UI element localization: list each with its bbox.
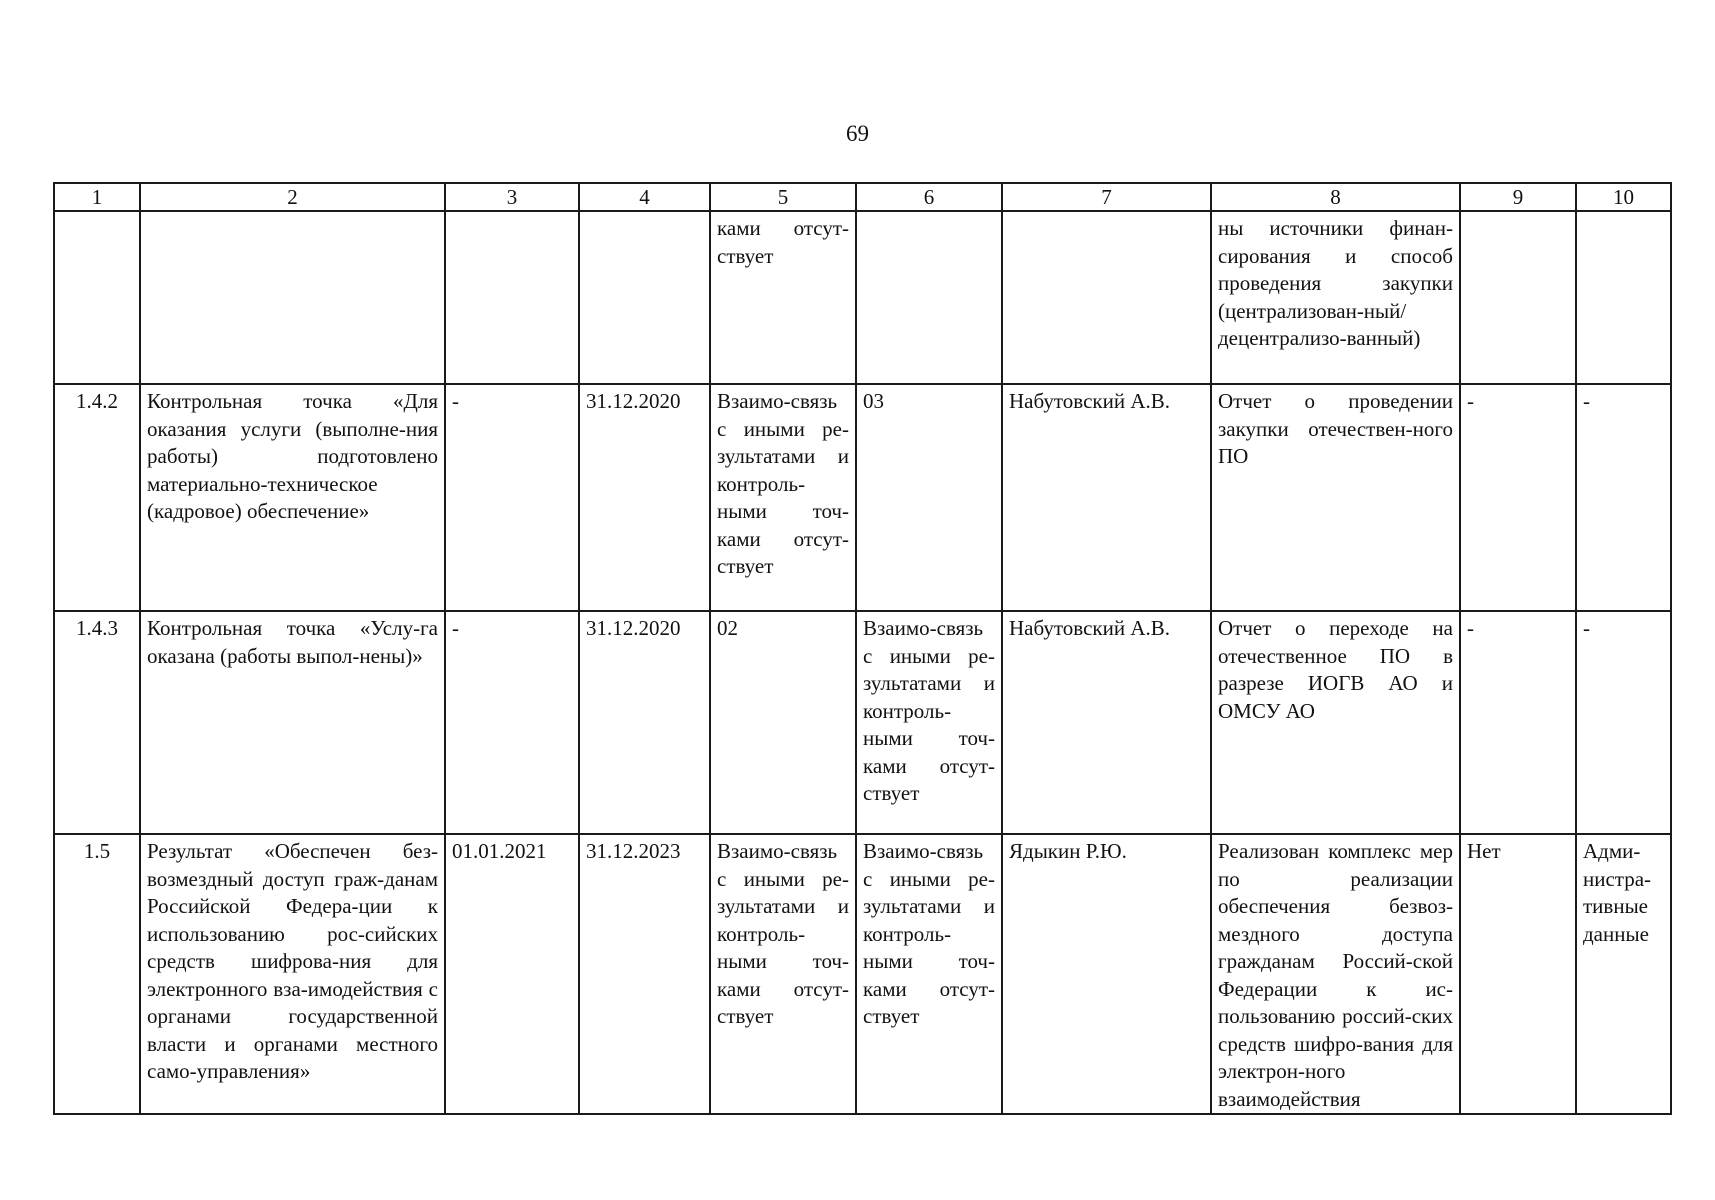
table-row	[54, 611, 1671, 834]
end-date-cell	[579, 211, 710, 384]
column-header: 6	[856, 183, 1002, 211]
row-number-cell: 1.4.3	[54, 611, 140, 834]
column-5-cell: 02	[710, 611, 856, 834]
table-header-row	[54, 183, 1671, 211]
result-description-cell: Отчет о переходе на отечественное ПО в разрезе ИОГВ АО и ОМСУ АО	[1211, 611, 1460, 834]
table-row	[54, 834, 1671, 1114]
result-description-cell: ны источники финан-сирования и способ проведения закупки (централизован-ный/децентрализо-ванный)	[1211, 211, 1460, 384]
item-name-cell	[140, 211, 445, 384]
column-header: 2	[140, 183, 445, 211]
item-name-cell: Результат «Обеспечен без-возмездный доступ граж-данам Российской Федера-ции к использованию рос-сийских средств шифрова-ния для электронного вза-имодействия с органами государственной власти и органами местного само-управления»	[140, 834, 445, 1114]
column-9-cell	[1460, 211, 1576, 384]
column-header: 1	[54, 183, 140, 211]
column-header: 8	[1211, 183, 1460, 211]
column-header: 7	[1002, 183, 1211, 211]
column-6-cell: Взаимо-связь с иными ре-зультатами и контроль-ными точ-ками отсут-ствует	[856, 611, 1002, 834]
column-5-cell: Взаимо-связь с иными ре-зультатами и контроль-ными точ-ками отсут-ствует	[710, 384, 856, 611]
column-header: 5	[710, 183, 856, 211]
result-description-cell: Отчет о проведении закупки отечествен-ного ПО	[1211, 384, 1460, 611]
column-9-cell: Нет	[1460, 834, 1576, 1114]
end-date-cell: 31.12.2020	[579, 384, 710, 611]
column-10-cell: -	[1576, 611, 1671, 834]
column-10-cell	[1576, 211, 1671, 384]
column-header: 4	[579, 183, 710, 211]
table-row	[54, 384, 1671, 611]
column-6-cell	[856, 211, 1002, 384]
data-table	[53, 182, 1672, 1115]
item-name-cell: Контрольная точка «Услу-га оказана (работы выпол-нены)»	[140, 611, 445, 834]
column-5-cell: Взаимо-связь с иными ре-зультатами и контроль-ными точ-ками отсут-ствует	[710, 834, 856, 1114]
row-number-cell	[54, 211, 140, 384]
column-header: 10	[1576, 183, 1671, 211]
responsible-cell: Набутовский А.В.	[1002, 611, 1211, 834]
row-number-cell: 1.5	[54, 834, 140, 1114]
page-number: 69	[846, 121, 869, 146]
column-header: 9	[1460, 183, 1576, 211]
column-header: 3	[445, 183, 579, 211]
column-6-cell: Взаимо-связь с иными ре-зультатами и контроль-ными точ-ками отсут-ствует	[856, 834, 1002, 1114]
start-date-cell	[445, 211, 579, 384]
item-name-cell: Контрольная точка «Для оказания услуги (выполне-ния работы) подготовлено материально-техническое (кадровое) обеспечение»	[140, 384, 445, 611]
column-6-cell: 03	[856, 384, 1002, 611]
responsible-cell: Набутовский А.В.	[1002, 384, 1211, 611]
column-5-cell: ками отсут-ствует	[710, 211, 856, 384]
column-9-cell: -	[1460, 611, 1576, 834]
result-description-cell: Реализован комплекс мер по реализации обеспечения безвоз-мездного доступа гражданам Россий-ской Федерации к ис-пользованию россий-ских средств шифро-вания для электрон-ного взаимодействия	[1211, 834, 1460, 1114]
start-date-cell: 01.01.2021	[445, 834, 579, 1114]
table-row	[54, 211, 1671, 384]
end-date-cell: 31.12.2020	[579, 611, 710, 834]
column-10-cell: -	[1576, 384, 1671, 611]
start-date-cell: -	[445, 384, 579, 611]
start-date-cell: -	[445, 611, 579, 834]
column-10-cell: Адми-нистра-тивные данные	[1576, 834, 1671, 1114]
row-number-cell: 1.4.2	[54, 384, 140, 611]
responsible-cell	[1002, 211, 1211, 384]
end-date-cell: 31.12.2023	[579, 834, 710, 1114]
responsible-cell: Ядыкин Р.Ю.	[1002, 834, 1211, 1114]
column-9-cell: -	[1460, 384, 1576, 611]
